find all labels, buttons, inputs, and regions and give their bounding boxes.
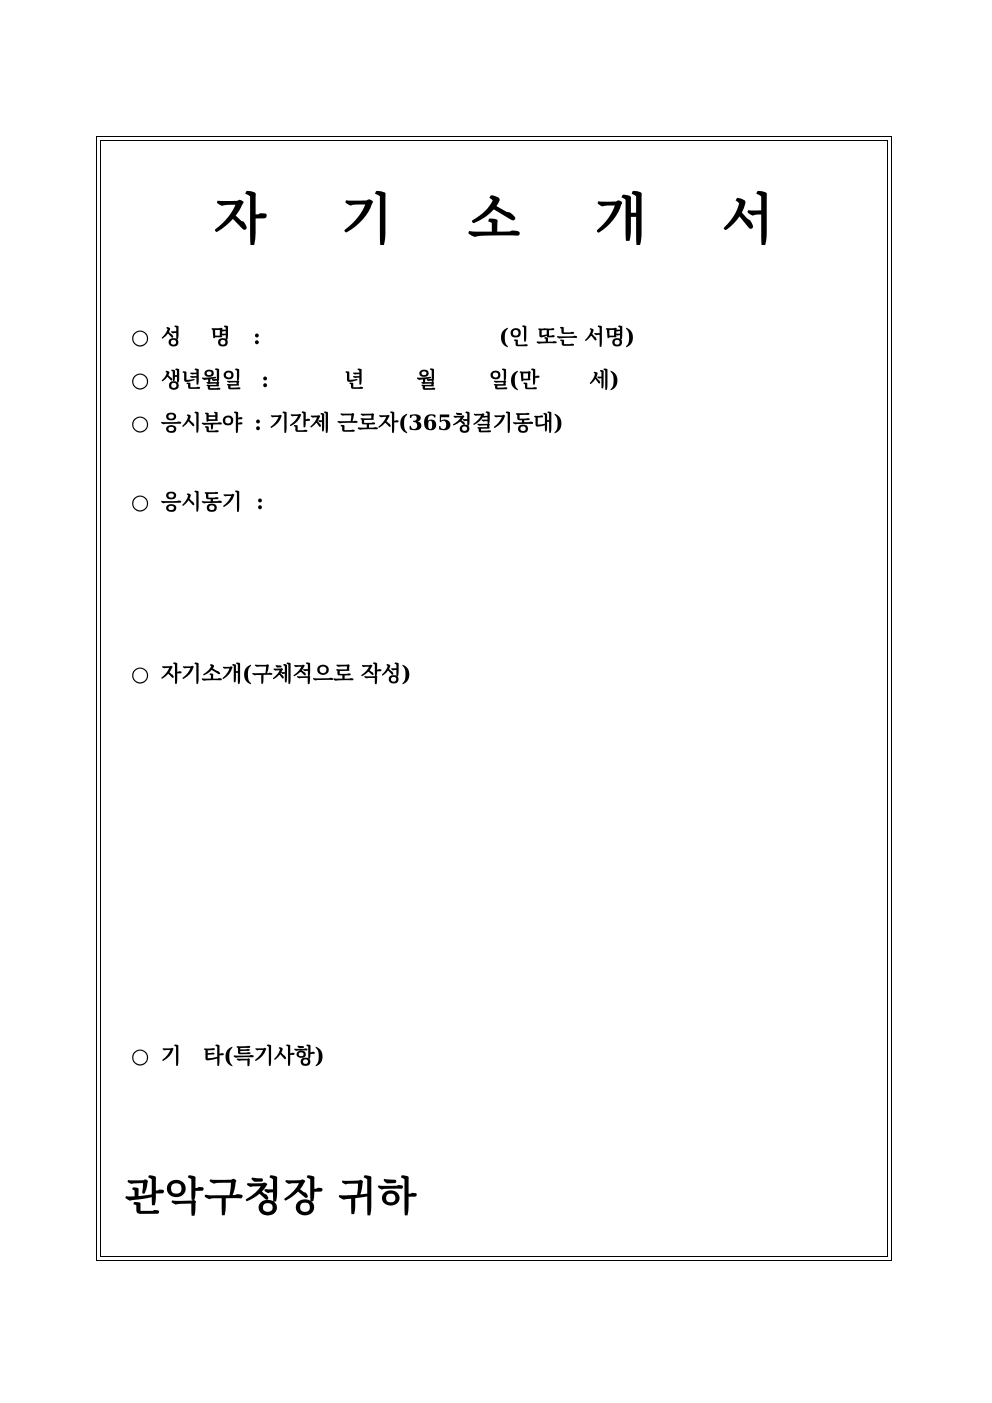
- closing-addressee: 관악구청장 귀하: [125, 1173, 418, 1220]
- bullet-icon: ○: [131, 411, 150, 435]
- name-row: [131, 323, 635, 351]
- motivation-label: 응시동기: [161, 489, 243, 514]
- birthdate-colon: :: [261, 367, 270, 392]
- self-introduction-row: [131, 660, 411, 688]
- birthdate-row: [131, 366, 620, 394]
- bullet-icon: ○: [131, 325, 150, 349]
- self-introduction-label: 자기소개(구체적으로 작성): [161, 661, 412, 686]
- bullet-icon: ○: [131, 490, 150, 514]
- application-field-value: : 기간제 근로자(365청결기동대): [254, 410, 564, 435]
- birthdate-label: 생년월일: [161, 367, 243, 392]
- bullet-icon: ○: [131, 1044, 150, 1068]
- age-label: 세): [589, 367, 620, 392]
- day-label: 일(만: [488, 367, 540, 392]
- name-label: 성 명: [161, 324, 231, 349]
- month-label: 월: [416, 367, 437, 392]
- document-inner-frame: [100, 140, 888, 1257]
- motivation-row: [131, 488, 264, 516]
- seal-or-signature-note: (인 또는 서명): [499, 324, 635, 349]
- motivation-colon: :: [256, 489, 264, 514]
- application-field-row: [131, 409, 563, 437]
- other-label: 기 타(특기사항): [161, 1043, 325, 1068]
- bullet-icon: ○: [131, 662, 150, 686]
- bullet-icon: ○: [131, 368, 150, 392]
- name-colon: :: [253, 324, 261, 349]
- application-field-label: 응시분야: [161, 410, 243, 435]
- year-label: 년: [344, 367, 365, 392]
- document-frame: [96, 136, 892, 1261]
- document-title: 자 기 소 개 서: [213, 187, 803, 251]
- other-row: [131, 1042, 325, 1070]
